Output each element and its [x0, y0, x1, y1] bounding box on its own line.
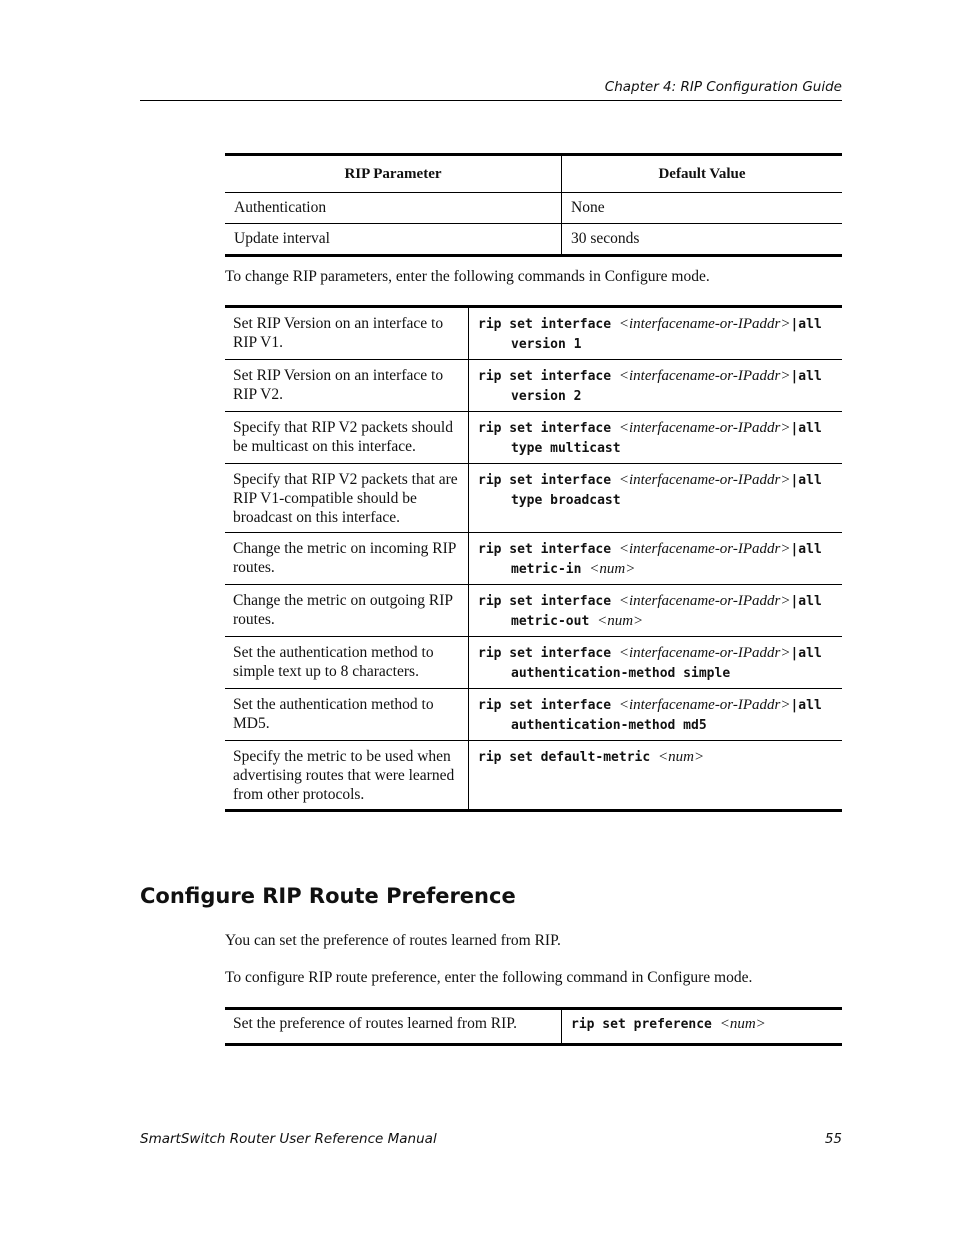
command-description: Change the metric on outgoing RIP routes. — [225, 585, 469, 637]
section-paragraph-1: You can set the preference of routes learned from RIP. — [225, 932, 561, 949]
command-description: Specify the metric to be used when advertising routes that were learned from other protocols. — [225, 741, 469, 811]
command-option: metric-out — [511, 614, 598, 629]
command-description: Specify that RIP V2 packets should be multicast on this interface. — [225, 412, 469, 464]
command-code: rip set interface — [478, 698, 619, 713]
command-syntax — [469, 464, 843, 533]
command-code-suffix: |all — [790, 646, 822, 661]
footer-manual-title: SmartSwitch Router User Reference Manual — [140, 1131, 437, 1147]
intro-paragraph: To change RIP parameters, enter the following commands in Configure mode. — [225, 268, 710, 285]
command-continuation — [478, 490, 842, 510]
command-argument: <num> — [658, 749, 705, 765]
command-continuation — [478, 559, 842, 579]
default-parameters-table — [225, 153, 842, 257]
command-row — [225, 412, 842, 464]
command-row — [225, 533, 842, 585]
command-syntax — [469, 585, 843, 637]
command-code-suffix: |all — [790, 421, 822, 436]
command-continuation — [478, 334, 842, 354]
command-row — [225, 360, 842, 412]
command-syntax — [469, 412, 843, 464]
command-syntax — [562, 1009, 843, 1045]
command-syntax — [469, 637, 843, 689]
command-code: rip set interface — [478, 369, 619, 384]
parameter-cell: Update interval — [225, 224, 562, 256]
default-value-cell: None — [562, 193, 843, 224]
command-code: rip set default-metric — [478, 750, 659, 765]
section-heading: Configure RIP Route Preference — [140, 884, 516, 908]
command-option: type multicast — [511, 441, 621, 456]
command-code: rip set interface — [478, 317, 619, 332]
command-row — [225, 689, 842, 741]
command-option: authentication-method simple — [511, 666, 731, 681]
command-syntax — [469, 689, 843, 741]
command-continuation — [478, 663, 842, 683]
command-description: Set RIP Version on an interface to RIP V2. — [225, 360, 469, 412]
command-syntax — [469, 360, 843, 412]
command-description: Set the authentication method to MD5. — [225, 689, 469, 741]
command-code-suffix: |all — [790, 698, 822, 713]
command-continuation — [478, 438, 842, 458]
command-code: rip set interface — [478, 542, 619, 557]
command-row — [225, 464, 842, 533]
command-code: rip set interface — [478, 421, 619, 436]
header-rule — [140, 100, 842, 101]
command-code: rip set interface — [478, 646, 619, 661]
command-description: Change the metric on incoming RIP routes. — [225, 533, 469, 585]
table-header-row — [225, 155, 842, 193]
column-header-default: Default Value — [562, 155, 843, 193]
command-code-suffix: |all — [790, 369, 822, 384]
command-option: authentication-method md5 — [511, 718, 707, 733]
command-argument: <interfacename-or-IPaddr> — [618, 368, 791, 384]
command-description: Specify that RIP V2 packets that are RIP V1-compatible should be broadcast on this interface. — [225, 464, 469, 533]
command-description: Set the preference of routes learned from RIP. — [225, 1009, 562, 1045]
command-argument: <interfacename-or-IPaddr> — [618, 645, 791, 661]
command-code-suffix: |all — [790, 542, 822, 557]
command-continuation — [478, 715, 842, 735]
command-code: rip set interface — [478, 594, 619, 609]
running-header: Chapter 4: RIP Configuration Guide — [604, 79, 842, 95]
command-option: version 2 — [511, 389, 582, 404]
command-syntax — [469, 307, 843, 360]
command-option: type broadcast — [511, 493, 621, 508]
command-description: Set the authentication method to simple text up to 8 characters. — [225, 637, 469, 689]
command-code: rip set preference — [571, 1017, 720, 1032]
command-row — [225, 637, 842, 689]
rip-commands-table — [225, 305, 842, 812]
command-argument: <interfacename-or-IPaddr> — [618, 593, 791, 609]
command-argument: <interfacename-or-IPaddr> — [618, 316, 791, 332]
command-code-suffix: |all — [790, 473, 822, 488]
command-argument: <interfacename-or-IPaddr> — [618, 697, 791, 713]
preference-command-table — [225, 1007, 842, 1046]
command-option: version 1 — [511, 337, 582, 352]
section-paragraph-2: To configure RIP route preference, enter the following command in Configure mode. — [225, 969, 753, 986]
command-continuation — [478, 611, 842, 631]
command-row — [225, 585, 842, 637]
command-argument: <interfacename-or-IPaddr> — [618, 472, 791, 488]
command-option-argument: <num> — [597, 613, 644, 629]
command-option: metric-in — [511, 562, 590, 577]
command-syntax — [469, 741, 843, 811]
command-argument: <num> — [719, 1016, 766, 1032]
command-option-argument: <num> — [589, 561, 636, 577]
table-row — [225, 224, 842, 256]
command-code-suffix: |all — [790, 317, 822, 332]
command-argument: <interfacename-or-IPaddr> — [618, 420, 791, 436]
command-row — [225, 307, 842, 360]
command-argument: <interfacename-or-IPaddr> — [618, 541, 791, 557]
table-row — [225, 193, 842, 224]
page-number: 55 — [824, 1131, 842, 1147]
command-code-suffix: |all — [790, 594, 822, 609]
command-code: rip set interface — [478, 473, 619, 488]
column-header-parameter: RIP Parameter — [225, 155, 562, 193]
command-syntax — [469, 533, 843, 585]
command-description: Set RIP Version on an interface to RIP V1. — [225, 307, 469, 360]
default-value-cell: 30 seconds — [571, 230, 640, 247]
table-row — [225, 1009, 842, 1045]
command-row — [225, 741, 842, 811]
parameter-cell: Authentication — [225, 193, 562, 224]
command-continuation — [478, 386, 842, 406]
